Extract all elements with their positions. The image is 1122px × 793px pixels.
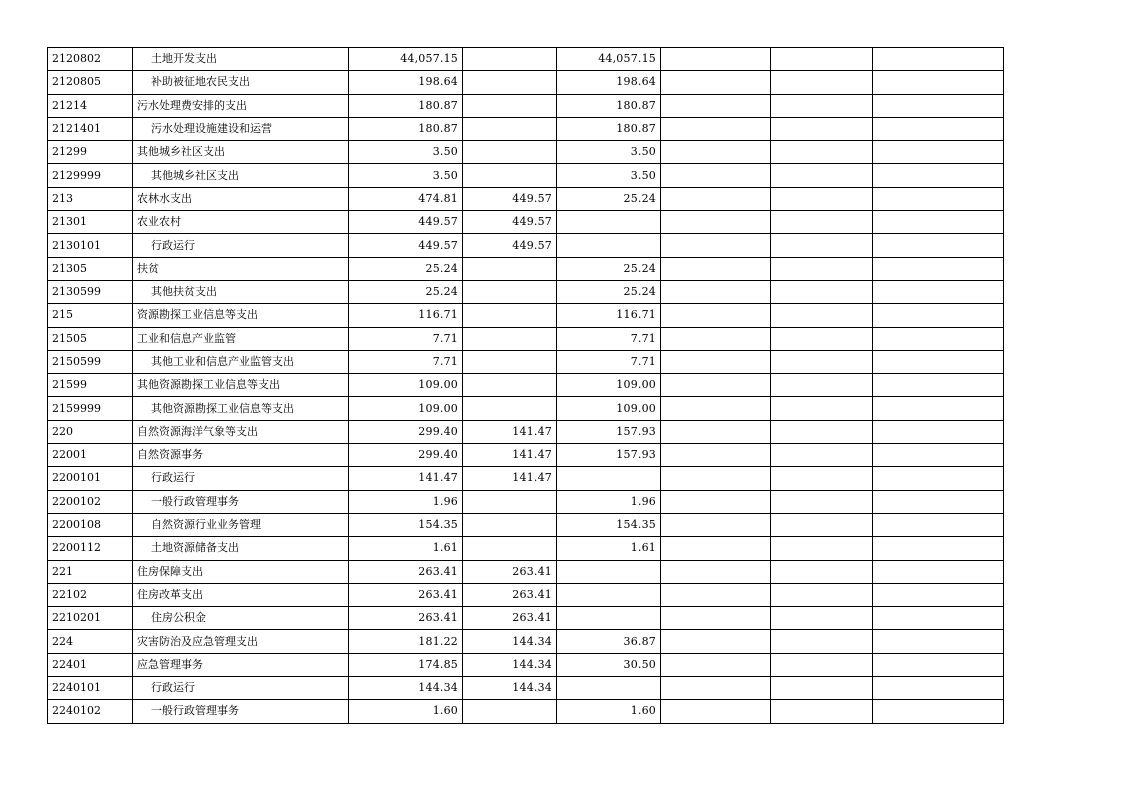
empty-cell xyxy=(771,327,873,350)
project-expenditure-cell: 25.24 xyxy=(557,257,661,280)
subject-name-cell: 其他资源勘探工业信息等支出 xyxy=(133,374,349,397)
empty-cell xyxy=(771,537,873,560)
project-expenditure-cell: 180.87 xyxy=(557,94,661,117)
subject-name-cell: 土地开发支出 xyxy=(133,48,349,71)
empty-cell xyxy=(661,257,771,280)
project-expenditure-cell: 198.64 xyxy=(557,71,661,94)
subject-name-cell: 住房保障支出 xyxy=(133,560,349,583)
total-amount-cell: 449.57 xyxy=(349,234,463,257)
empty-cell xyxy=(661,211,771,234)
empty-cell xyxy=(661,350,771,373)
basic-expenditure-cell xyxy=(463,48,557,71)
subject-code-cell: 2200108 xyxy=(48,513,133,536)
basic-expenditure-cell xyxy=(463,537,557,560)
empty-cell xyxy=(873,164,1004,187)
total-amount-cell: 263.41 xyxy=(349,583,463,606)
empty-cell xyxy=(771,164,873,187)
project-expenditure-cell: 154.35 xyxy=(557,513,661,536)
total-amount-cell: 144.34 xyxy=(349,677,463,700)
basic-expenditure-cell xyxy=(463,257,557,280)
subject-code-cell: 2240101 xyxy=(48,677,133,700)
empty-cell xyxy=(661,583,771,606)
subject-code-cell: 2240102 xyxy=(48,700,133,723)
empty-cell xyxy=(661,677,771,700)
subject-name-cell: 自然资源行业业务管理 xyxy=(133,513,349,536)
basic-expenditure-cell xyxy=(463,117,557,140)
table-row xyxy=(48,94,1004,117)
subject-name-cell: 其他城乡社区支出 xyxy=(133,141,349,164)
project-expenditure-cell: 25.24 xyxy=(557,187,661,210)
subject-code-cell: 2200112 xyxy=(48,537,133,560)
subject-code-cell: 21301 xyxy=(48,211,133,234)
table-row xyxy=(48,560,1004,583)
empty-cell xyxy=(771,467,873,490)
basic-expenditure-cell: 263.41 xyxy=(463,560,557,583)
subject-code-cell: 21505 xyxy=(48,327,133,350)
subject-name-cell: 其他工业和信息产业监管支出 xyxy=(133,350,349,373)
basic-expenditure-cell: 141.47 xyxy=(463,444,557,467)
subject-code-cell: 2129999 xyxy=(48,164,133,187)
empty-cell xyxy=(771,280,873,303)
total-amount-cell: 3.50 xyxy=(349,141,463,164)
total-amount-cell: 116.71 xyxy=(349,304,463,327)
empty-cell xyxy=(873,117,1004,140)
empty-cell xyxy=(873,397,1004,420)
empty-cell xyxy=(661,467,771,490)
table-row xyxy=(48,48,1004,71)
table-row xyxy=(48,234,1004,257)
subject-code-cell: 2120805 xyxy=(48,71,133,94)
basic-expenditure-cell xyxy=(463,350,557,373)
subject-code-cell: 2121401 xyxy=(48,117,133,140)
empty-cell xyxy=(771,583,873,606)
basic-expenditure-cell xyxy=(463,374,557,397)
table-row xyxy=(48,653,1004,676)
empty-cell xyxy=(661,48,771,71)
basic-expenditure-cell: 144.34 xyxy=(463,653,557,676)
empty-cell xyxy=(771,397,873,420)
basic-expenditure-cell xyxy=(463,397,557,420)
project-expenditure-cell: 109.00 xyxy=(557,374,661,397)
project-expenditure-cell xyxy=(557,607,661,630)
empty-cell xyxy=(771,304,873,327)
empty-cell xyxy=(771,677,873,700)
empty-cell xyxy=(873,48,1004,71)
empty-cell xyxy=(771,653,873,676)
total-amount-cell: 7.71 xyxy=(349,350,463,373)
empty-cell xyxy=(661,374,771,397)
empty-cell xyxy=(873,211,1004,234)
table-row xyxy=(48,677,1004,700)
project-expenditure-cell xyxy=(557,583,661,606)
subject-name-cell: 行政运行 xyxy=(133,234,349,257)
empty-cell xyxy=(661,630,771,653)
table-row xyxy=(48,583,1004,606)
project-expenditure-cell: 116.71 xyxy=(557,304,661,327)
total-amount-cell: 180.87 xyxy=(349,94,463,117)
table-row xyxy=(48,374,1004,397)
basic-expenditure-cell xyxy=(463,94,557,117)
empty-cell xyxy=(661,94,771,117)
empty-cell xyxy=(771,374,873,397)
empty-cell xyxy=(661,560,771,583)
total-amount-cell: 181.22 xyxy=(349,630,463,653)
subject-code-cell: 2120802 xyxy=(48,48,133,71)
empty-cell xyxy=(873,583,1004,606)
empty-cell xyxy=(771,48,873,71)
table-row xyxy=(48,467,1004,490)
table-row xyxy=(48,117,1004,140)
empty-cell xyxy=(771,560,873,583)
empty-cell xyxy=(771,211,873,234)
subject-code-cell: 215 xyxy=(48,304,133,327)
table-row xyxy=(48,141,1004,164)
empty-cell xyxy=(661,280,771,303)
project-expenditure-cell xyxy=(557,211,661,234)
empty-cell xyxy=(771,141,873,164)
empty-cell xyxy=(771,117,873,140)
empty-cell xyxy=(873,630,1004,653)
subject-code-cell: 21599 xyxy=(48,374,133,397)
subject-name-cell: 农业农村 xyxy=(133,211,349,234)
subject-name-cell: 一般行政管理事务 xyxy=(133,700,349,723)
table-row xyxy=(48,350,1004,373)
subject-name-cell: 扶贫 xyxy=(133,257,349,280)
empty-cell xyxy=(661,234,771,257)
empty-cell xyxy=(873,374,1004,397)
total-amount-cell: 449.57 xyxy=(349,211,463,234)
empty-cell xyxy=(771,94,873,117)
table-row xyxy=(48,444,1004,467)
subject-code-cell: 224 xyxy=(48,630,133,653)
basic-expenditure-cell: 449.57 xyxy=(463,187,557,210)
table-row xyxy=(48,211,1004,234)
total-amount-cell: 109.00 xyxy=(349,374,463,397)
project-expenditure-cell: 3.50 xyxy=(557,141,661,164)
table-row xyxy=(48,490,1004,513)
subject-code-cell: 21214 xyxy=(48,94,133,117)
project-expenditure-cell: 157.93 xyxy=(557,444,661,467)
empty-cell xyxy=(661,490,771,513)
project-expenditure-cell xyxy=(557,234,661,257)
empty-cell xyxy=(771,607,873,630)
empty-cell xyxy=(661,653,771,676)
empty-cell xyxy=(661,397,771,420)
empty-cell xyxy=(771,700,873,723)
table-row xyxy=(48,630,1004,653)
subject-name-cell: 其他扶贫支出 xyxy=(133,280,349,303)
empty-cell xyxy=(873,700,1004,723)
empty-cell xyxy=(661,187,771,210)
table-row xyxy=(48,280,1004,303)
budget-table xyxy=(47,47,1004,724)
empty-cell xyxy=(771,513,873,536)
table-row xyxy=(48,537,1004,560)
total-amount-cell: 1.61 xyxy=(349,537,463,560)
total-amount-cell: 263.41 xyxy=(349,607,463,630)
subject-code-cell: 2200102 xyxy=(48,490,133,513)
project-expenditure-cell: 1.60 xyxy=(557,700,661,723)
project-expenditure-cell: 1.61 xyxy=(557,537,661,560)
project-expenditure-cell xyxy=(557,677,661,700)
empty-cell xyxy=(661,444,771,467)
project-expenditure-cell xyxy=(557,560,661,583)
empty-cell xyxy=(873,560,1004,583)
total-amount-cell: 180.87 xyxy=(349,117,463,140)
empty-cell xyxy=(661,71,771,94)
subject-code-cell: 22001 xyxy=(48,444,133,467)
empty-cell xyxy=(771,257,873,280)
subject-name-cell: 住房改革支出 xyxy=(133,583,349,606)
project-expenditure-cell: 36.87 xyxy=(557,630,661,653)
subject-code-cell: 22401 xyxy=(48,653,133,676)
basic-expenditure-cell xyxy=(463,280,557,303)
subject-code-cell: 2130599 xyxy=(48,280,133,303)
subject-code-cell: 2200101 xyxy=(48,467,133,490)
empty-cell xyxy=(661,607,771,630)
total-amount-cell: 7.71 xyxy=(349,327,463,350)
total-amount-cell: 1.60 xyxy=(349,700,463,723)
subject-name-cell: 行政运行 xyxy=(133,677,349,700)
project-expenditure-cell: 109.00 xyxy=(557,397,661,420)
basic-expenditure-cell xyxy=(463,304,557,327)
basic-expenditure-cell xyxy=(463,164,557,187)
basic-expenditure-cell xyxy=(463,700,557,723)
empty-cell xyxy=(873,677,1004,700)
subject-code-cell: 221 xyxy=(48,560,133,583)
subject-name-cell: 土地资源储备支出 xyxy=(133,537,349,560)
table-row xyxy=(48,71,1004,94)
empty-cell xyxy=(771,71,873,94)
total-amount-cell: 3.50 xyxy=(349,164,463,187)
subject-name-cell: 自然资源事务 xyxy=(133,444,349,467)
empty-cell xyxy=(873,257,1004,280)
table-row xyxy=(48,257,1004,280)
basic-expenditure-cell: 263.41 xyxy=(463,607,557,630)
total-amount-cell: 154.35 xyxy=(349,513,463,536)
empty-cell xyxy=(873,350,1004,373)
total-amount-cell: 1.96 xyxy=(349,490,463,513)
empty-cell xyxy=(661,304,771,327)
total-amount-cell: 299.40 xyxy=(349,444,463,467)
empty-cell xyxy=(771,444,873,467)
empty-cell xyxy=(873,490,1004,513)
subject-code-cell: 2159999 xyxy=(48,397,133,420)
subject-code-cell: 2210201 xyxy=(48,607,133,630)
basic-expenditure-cell xyxy=(463,513,557,536)
subject-code-cell: 2150599 xyxy=(48,350,133,373)
subject-name-cell: 住房公积金 xyxy=(133,607,349,630)
total-amount-cell: 263.41 xyxy=(349,560,463,583)
subject-code-cell: 21299 xyxy=(48,141,133,164)
basic-expenditure-cell: 141.47 xyxy=(463,467,557,490)
subject-name-cell: 行政运行 xyxy=(133,467,349,490)
subject-name-cell: 一般行政管理事务 xyxy=(133,490,349,513)
empty-cell xyxy=(873,513,1004,536)
empty-cell xyxy=(661,164,771,187)
table-row xyxy=(48,700,1004,723)
table-row xyxy=(48,187,1004,210)
subject-code-cell: 2130101 xyxy=(48,234,133,257)
empty-cell xyxy=(771,490,873,513)
basic-expenditure-cell xyxy=(463,71,557,94)
project-expenditure-cell: 30.50 xyxy=(557,653,661,676)
subject-name-cell: 污水处理费安排的支出 xyxy=(133,94,349,117)
total-amount-cell: 198.64 xyxy=(349,71,463,94)
empty-cell xyxy=(661,117,771,140)
table-row xyxy=(48,327,1004,350)
empty-cell xyxy=(661,700,771,723)
subject-name-cell: 资源勘探工业信息等支出 xyxy=(133,304,349,327)
total-amount-cell: 141.47 xyxy=(349,467,463,490)
empty-cell xyxy=(873,327,1004,350)
budget-table-body xyxy=(48,48,1004,724)
empty-cell xyxy=(661,420,771,443)
basic-expenditure-cell xyxy=(463,490,557,513)
empty-cell xyxy=(873,141,1004,164)
subject-name-cell: 农林水支出 xyxy=(133,187,349,210)
empty-cell xyxy=(661,513,771,536)
basic-expenditure-cell: 144.34 xyxy=(463,630,557,653)
basic-expenditure-cell: 141.47 xyxy=(463,420,557,443)
empty-cell xyxy=(873,653,1004,676)
empty-cell xyxy=(771,234,873,257)
project-expenditure-cell: 180.87 xyxy=(557,117,661,140)
empty-cell xyxy=(771,420,873,443)
project-expenditure-cell: 44,057.15 xyxy=(557,48,661,71)
empty-cell xyxy=(873,304,1004,327)
subject-name-cell: 污水处理设施建设和运营 xyxy=(133,117,349,140)
basic-expenditure-cell: 449.57 xyxy=(463,234,557,257)
empty-cell xyxy=(873,444,1004,467)
project-expenditure-cell: 157.93 xyxy=(557,420,661,443)
subject-name-cell: 其他资源勘探工业信息等支出 xyxy=(133,397,349,420)
total-amount-cell: 474.81 xyxy=(349,187,463,210)
project-expenditure-cell: 25.24 xyxy=(557,280,661,303)
table-row xyxy=(48,164,1004,187)
empty-cell xyxy=(661,537,771,560)
subject-code-cell: 220 xyxy=(48,420,133,443)
empty-cell xyxy=(661,327,771,350)
project-expenditure-cell: 1.96 xyxy=(557,490,661,513)
table-row xyxy=(48,304,1004,327)
basic-expenditure-cell: 449.57 xyxy=(463,211,557,234)
project-expenditure-cell: 7.71 xyxy=(557,350,661,373)
subject-code-cell: 213 xyxy=(48,187,133,210)
empty-cell xyxy=(661,141,771,164)
basic-expenditure-cell xyxy=(463,141,557,164)
basic-expenditure-cell xyxy=(463,327,557,350)
table-row xyxy=(48,607,1004,630)
empty-cell xyxy=(873,187,1004,210)
total-amount-cell: 299.40 xyxy=(349,420,463,443)
total-amount-cell: 25.24 xyxy=(349,280,463,303)
subject-name-cell: 自然资源海洋气象等支出 xyxy=(133,420,349,443)
subject-name-cell: 灾害防治及应急管理支出 xyxy=(133,630,349,653)
empty-cell xyxy=(873,420,1004,443)
table-row xyxy=(48,513,1004,536)
project-expenditure-cell: 3.50 xyxy=(557,164,661,187)
total-amount-cell: 174.85 xyxy=(349,653,463,676)
project-expenditure-cell: 7.71 xyxy=(557,327,661,350)
table-row xyxy=(48,397,1004,420)
subject-code-cell: 21305 xyxy=(48,257,133,280)
subject-name-cell: 工业和信息产业监管 xyxy=(133,327,349,350)
empty-cell xyxy=(771,630,873,653)
empty-cell xyxy=(873,234,1004,257)
empty-cell xyxy=(873,71,1004,94)
subject-name-cell: 补助被征地农民支出 xyxy=(133,71,349,94)
empty-cell xyxy=(873,280,1004,303)
empty-cell xyxy=(771,187,873,210)
project-expenditure-cell xyxy=(557,467,661,490)
subject-name-cell: 应急管理事务 xyxy=(133,653,349,676)
subject-name-cell: 其他城乡社区支出 xyxy=(133,164,349,187)
empty-cell xyxy=(873,607,1004,630)
empty-cell xyxy=(873,537,1004,560)
empty-cell xyxy=(873,467,1004,490)
total-amount-cell: 44,057.15 xyxy=(349,48,463,71)
basic-expenditure-cell: 263.41 xyxy=(463,583,557,606)
empty-cell xyxy=(873,94,1004,117)
table-row xyxy=(48,420,1004,443)
subject-code-cell: 22102 xyxy=(48,583,133,606)
basic-expenditure-cell: 144.34 xyxy=(463,677,557,700)
empty-cell xyxy=(771,350,873,373)
total-amount-cell: 109.00 xyxy=(349,397,463,420)
total-amount-cell: 25.24 xyxy=(349,257,463,280)
